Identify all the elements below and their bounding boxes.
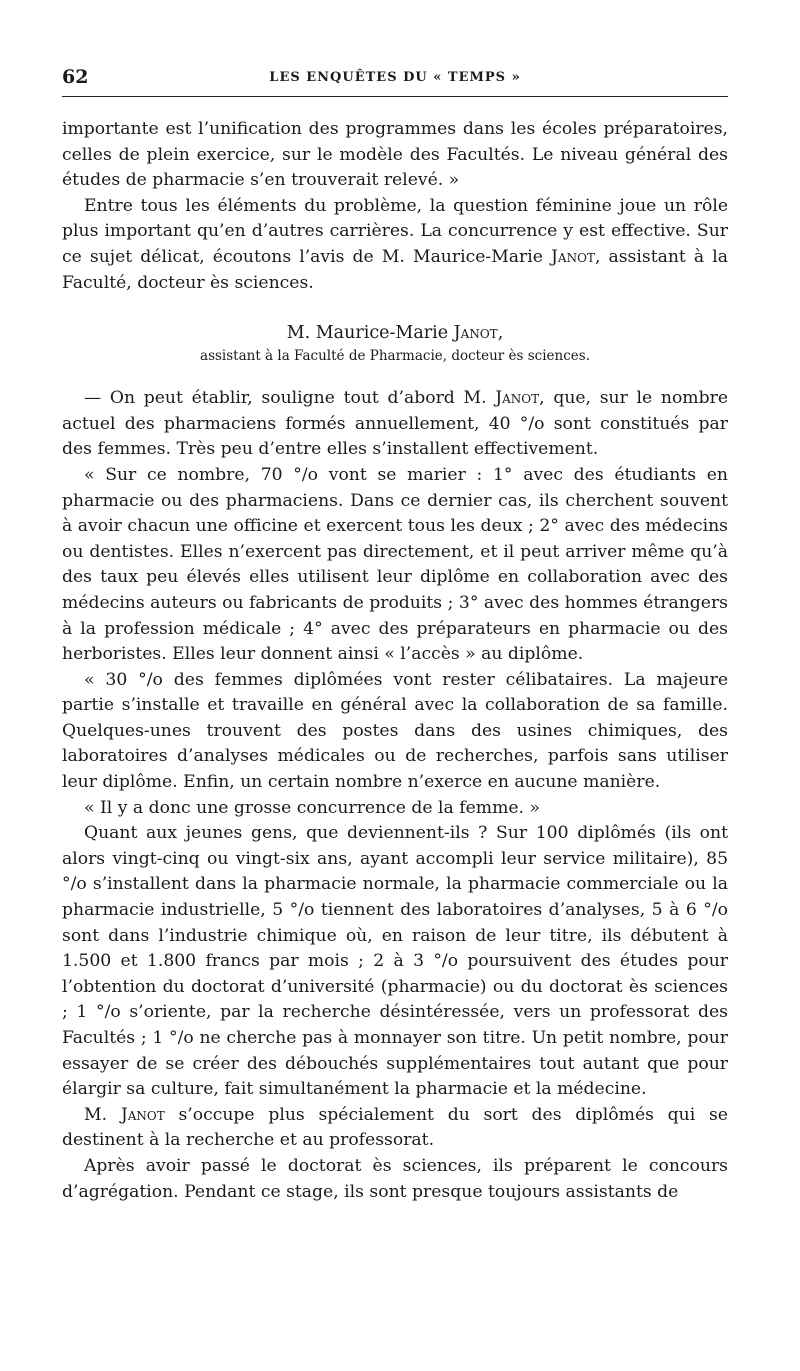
paragraph: [62, 386, 728, 463]
body-text: [62, 117, 728, 1205]
paragraph: « Sur ce nombre, 70 °/o vont se marier : 1° avec des étudiants en pharmacie ou des pharmaciens. Dans ce dernier cas, ils cherchent souvent à avoir chacun une officine et exercent tous les deux ; 2° avec des médecins ou dentistes. Elles n’exercent pas directement, et il peut arriver même qu’à des taux peu élevés elles utilisent leur diplôme en collaboration avec des médecins auteurs ou fabricants de produits ; 3° avec des hommes étrangers à la profession médicale ; 4° avec des préparateurs en pharmacie ou des herboristes. Elles leur donnent ainsi « l’accès » au diplôme.: [62, 464, 728, 665]
paragraph: « 30 °/o des femmes diplômées vont rester célibataires. La majeure partie s’installe et travaille en général avec la collaboration de sa famille. Quelques-unes trouvent des postes dans des usines chimiques, des laboratoires d’analyses médicales ou de recherches, parfois sans utiliser leur diplôme. Enfin, un certain nombre n’exerce en aucune manière.: [62, 669, 728, 793]
author-name: Janot: [495, 388, 540, 409]
paragraph-intro: [62, 194, 728, 296]
paragraph-text: , que, sur le nombre actuel des pharmaciens formés annuellement, 40 °/o sont constitués par des femmes. Très peu d’entre elles s’installent effectivement.: [62, 388, 728, 460]
running-title: LES ENQUÊTES DU « TEMPS »: [269, 70, 521, 85]
paragraph: « Il y a donc une grosse concurrence de la femme. »: [84, 797, 540, 818]
paragraph-text: M.: [84, 1104, 121, 1125]
book-page: [62, 62, 728, 1205]
author-name: Janot: [120, 1104, 165, 1125]
paragraph: [62, 1103, 728, 1154]
paragraph: Quant aux jeunes gens, que deviennent-ils ? Sur 100 diplômés (ils ont alors vingt-cinq ou vingt-six ans, ayant accompli leur service militaire), 85 °/o s’installent dans la pharmacie normale, la pharmacie commerciale ou la pharmacie industrielle, 5 °/o tiennent des laboratoires d’analyses, 5 à 6 °/o sont dans l’industrie chimique où, en raison de leur titre, ils débutent à 1.500 et 1.800 francs par mois ; 2 à 3 °/o poursuivent des études pour l’obtention du doctorat d’université (pharmacie) ou du doctorat ès sciences ; 1 °/o s’oriente, par la recherche désintéressée, vers un professorat des Facultés ; 1 °/o ne cherche pas à monnayer son titre. Un petit nombre, pour essayer de se créer des débouchés supplémentaires tout autant que pour élargir sa culture, fait simultanément la pharmacie et la médecine.: [62, 823, 728, 1100]
paragraph-text: — On peut établir, souligne tout d’abord M.: [84, 388, 496, 409]
paragraph-continued: importante est l’unification des programmes dans les écoles préparatoires, celles de plein exercice, sur le modèle des Facultés. Le niveau général des études de pharmacie s’en trouverait relevé. »: [62, 119, 728, 191]
author-name: Janot: [551, 246, 595, 267]
paragraph-text: s’occupe plus spécialement du sort des diplômés qui se destinent à la recherche et au professorat.: [62, 1104, 728, 1151]
name-prefix: M. Maurice-Marie: [286, 323, 454, 344]
name-surname: Janot: [453, 323, 498, 344]
interview-heading: [62, 320, 728, 366]
name-suffix: ,: [497, 323, 504, 344]
paragraph-text: , assistant à la Faculté, docteur ès sciences.: [62, 246, 728, 293]
running-head: [62, 62, 728, 97]
paragraph: Après avoir passé le doctorat ès sciences, ils préparent le concours d’agrégation. Pendant ce stage, ils sont presque toujours assistants de: [62, 1155, 728, 1202]
interviewee-name: [62, 320, 728, 346]
paragraph-text: Entre tous les éléments du problème, la question féminine joue un rôle plus important qu’en d’autres carrières. La concurrence y est effective. Sur ce sujet délicat, écoutons l’avis de M. Maurice-Marie: [62, 195, 728, 267]
interviewee-role: assistant à la Faculté de Pharmacie, docteur ès sciences.: [200, 348, 590, 365]
page-number: 62: [62, 66, 89, 88]
